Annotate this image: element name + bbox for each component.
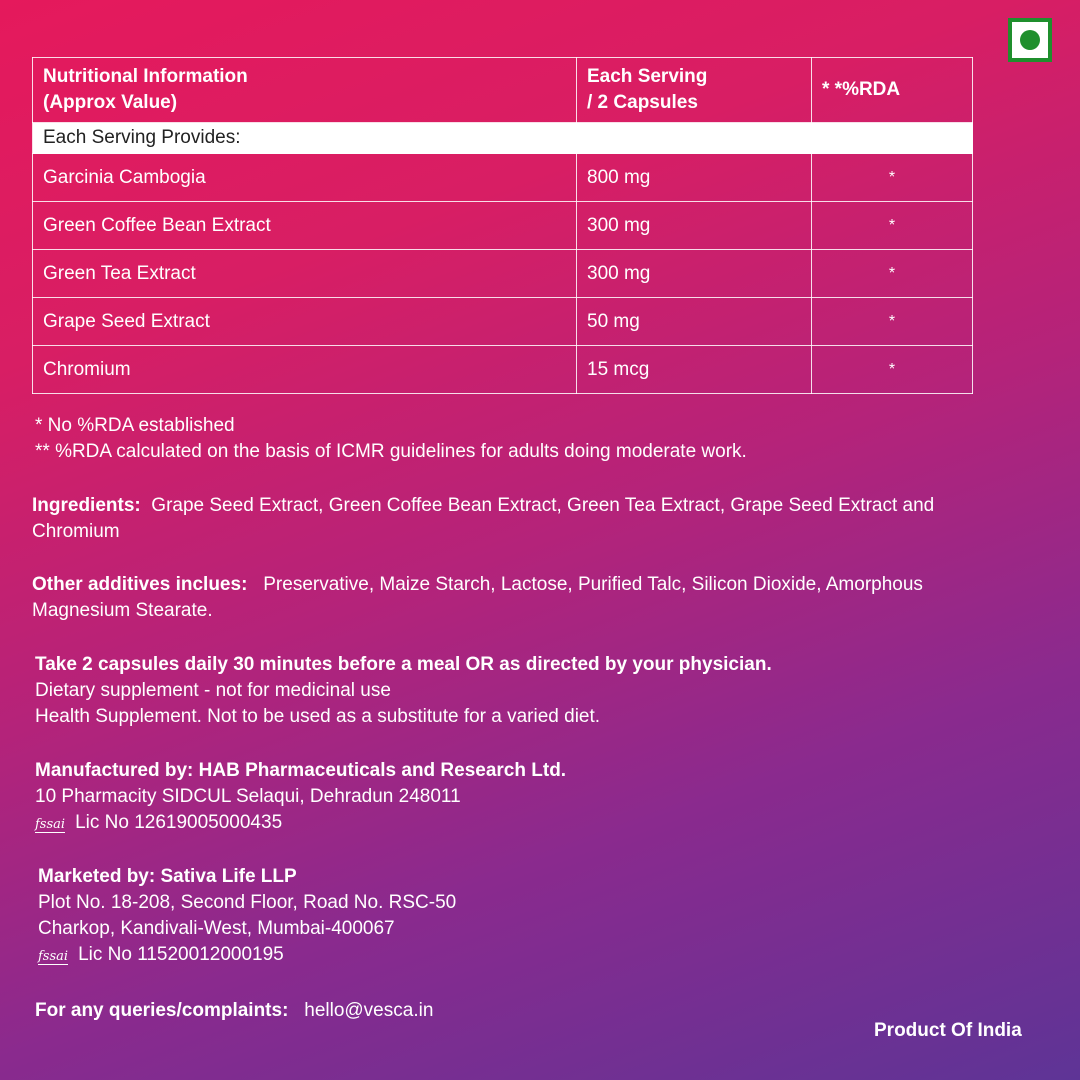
contact-section (35, 998, 433, 1024)
ingredient-rda: * (812, 154, 973, 202)
contact-label: For any queries/complaints: (35, 1000, 289, 1021)
additives-label: Other additives inclues: (32, 574, 248, 595)
ingredient-amount: 15 mcg (577, 346, 812, 394)
table-row (33, 154, 973, 202)
header-line: (Approx Value) (43, 92, 178, 113)
dietary-note: Dietary supplement - not for medicinal use (35, 680, 391, 701)
manufacturer-title: Manufactured by: HAB Pharmaceuticals and Research Ltd. (35, 760, 567, 781)
header-line: Each Serving (587, 66, 708, 87)
marketer-title: Marketed by: Sativa Life LLP (38, 866, 297, 887)
ingredient-rda: * (812, 346, 973, 394)
footnote-no-rda: * No %RDA established (35, 415, 235, 436)
header-each-serving (577, 58, 812, 123)
ingredient-name: Green Coffee Bean Extract (33, 202, 577, 250)
ingredient-amount: 300 mg (577, 250, 812, 298)
manufacturer-license: Lic No 12619005000435 (75, 812, 283, 833)
ingredients-label: Ingredients: (32, 495, 141, 516)
dosage-instruction: Take 2 capsules daily 30 minutes before a meal OR as directed by your physician. (35, 654, 772, 675)
ingredient-name: Chromium (33, 346, 577, 394)
manufacturer-address: 10 Pharmacity SIDCUL Selaqui, Dehradun 248011 (35, 786, 461, 807)
table-header-row (33, 58, 973, 123)
manufacturer-section (35, 758, 566, 836)
header-line: * *%RDA (822, 79, 901, 100)
table-row (33, 346, 973, 394)
ingredients-section (32, 493, 962, 545)
ingredient-amount: 800 mg (577, 154, 812, 202)
marketer-section (38, 864, 456, 968)
each-serving-provides-row (33, 123, 973, 154)
table-row (33, 298, 973, 346)
footnotes (35, 413, 747, 465)
marketer-address-line2: Charkop, Kandivali-West, Mumbai-400067 (38, 918, 395, 939)
header-line: Nutritional Information (43, 66, 248, 87)
ingredient-amount: 300 mg (577, 202, 812, 250)
product-origin: Product Of India (874, 1020, 1022, 1041)
additives-section (32, 572, 972, 624)
directions-section (35, 652, 772, 730)
ingredient-name: Grape Seed Extract (33, 298, 577, 346)
fssai-logo-icon: fssai (35, 817, 66, 832)
header-line: / 2 Capsules (587, 92, 698, 113)
table-row (33, 202, 973, 250)
ingredient-name: Green Tea Extract (33, 250, 577, 298)
each-serving-provides: Each Serving Provides: (33, 123, 973, 154)
ingredient-rda: * (812, 202, 973, 250)
fssai-logo-icon: fssai (38, 949, 69, 964)
marketer-license: Lic No 11520012000195 (78, 944, 284, 965)
marketer-address-line1: Plot No. 18-208, Second Floor, Road No. RSC-50 (38, 892, 457, 913)
veg-dot-icon (1020, 30, 1040, 50)
ingredient-amount: 50 mg (577, 298, 812, 346)
header-rda (812, 58, 973, 123)
ingredients-text: Grape Seed Extract, Green Coffee Bean Extract, Green Tea Extract, Grape Seed Extract and Chromium (32, 495, 935, 542)
table-row (33, 250, 973, 298)
ingredient-rda: * (812, 298, 973, 346)
veg-mark-icon (1008, 18, 1052, 62)
ingredient-name: Garcinia Cambogia (33, 154, 577, 202)
contact-email[interactable]: hello@vesca.in (304, 1000, 434, 1021)
health-supplement-note: Health Supplement. Not to be used as a substitute for a varied diet. (35, 706, 601, 727)
ingredient-rda: * (812, 250, 973, 298)
additives-text: Preservative, Maize Starch, Lactose, Purified Talc, Silicon Dioxide, Amorphous Magnesium Stearate. (32, 574, 923, 621)
header-nutritional-info (33, 58, 577, 123)
footnote-icmr: ** %RDA calculated on the basis of ICMR guidelines for adults doing moderate work. (35, 441, 747, 462)
nutrition-table (32, 57, 973, 394)
